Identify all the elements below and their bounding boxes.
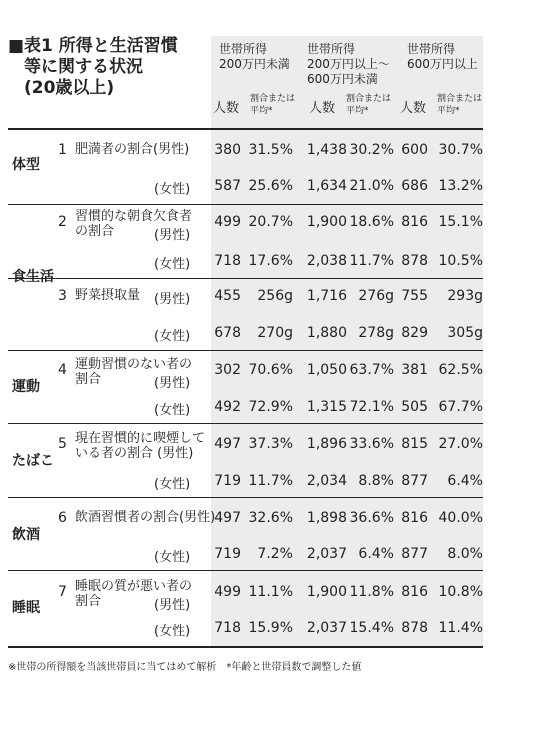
gender-label: (女性) (154, 329, 191, 344)
table-cell: 305g (447, 325, 483, 341)
table-cell: 816 (401, 510, 428, 526)
col-header-ratio: 割合または 平均* (346, 94, 392, 116)
table-cell: 11.7% (349, 253, 394, 269)
table-cell: 15.4% (349, 620, 394, 636)
table-cell: 302 (214, 362, 241, 378)
col-header-ratio: 割合または 平均* (250, 94, 296, 116)
table-cell: 21.0% (349, 178, 394, 194)
item-number: 2 (58, 214, 67, 230)
table-cell: 18.6% (349, 214, 394, 230)
table-cell: 30.2% (349, 142, 394, 158)
table-cell: 1,900 (306, 214, 347, 230)
table-cell: 1,880 (306, 325, 347, 341)
gender-label: (男性) (154, 228, 191, 243)
table-cell: 276g (358, 288, 394, 304)
table-cell: 17.6% (248, 253, 293, 269)
table-cell: 2,034 (306, 473, 347, 489)
table-cell: 15.1% (438, 214, 483, 230)
table-cell: 686 (401, 178, 428, 194)
table-cell: 719 (214, 546, 241, 562)
table-cell: 455 (214, 288, 241, 304)
table-cell: 815 (401, 436, 428, 452)
table-cell: 816 (401, 214, 428, 230)
item-label: 飲酒習慣者の割合(男性) (75, 510, 216, 525)
table-cell: 62.5% (438, 362, 483, 378)
table-cell: 600 (401, 142, 428, 158)
item-label: 運動習慣のない者の 割合 (75, 357, 193, 387)
table-cell: 25.6% (248, 178, 293, 194)
col-header-count: 人数 (400, 101, 427, 116)
table-cell: 1,896 (306, 436, 347, 452)
table-cell: 816 (401, 584, 428, 600)
table-cell: 492 (214, 399, 241, 415)
table-cell: 20.7% (248, 214, 293, 230)
table-cell: 497 (214, 436, 241, 452)
table-cell: 37.3% (248, 436, 293, 452)
item-number: 1 (58, 142, 67, 158)
item-label: 習慣的な朝食欠食者 の割合 (75, 209, 193, 239)
gender-label: (男性) (154, 598, 191, 613)
table-cell: 10.8% (438, 584, 483, 600)
table-cell: 72.9% (248, 399, 293, 415)
table-cell: 497 (214, 510, 241, 526)
table-cell: 30.7% (438, 142, 483, 158)
table-cell: 877 (401, 546, 428, 562)
table-cell: 36.6% (349, 510, 394, 526)
section-divider (8, 204, 483, 205)
table-cell: 1,438 (306, 142, 347, 158)
table-cell: 2,037 (306, 546, 347, 562)
data-column-background (211, 130, 483, 646)
table-cell: 11.4% (438, 620, 483, 636)
table-cell: 32.6% (248, 510, 293, 526)
category-label: 体型 (12, 157, 40, 173)
table-cell: 278g (358, 325, 394, 341)
table-cell: 13.2% (438, 178, 483, 194)
table-cell: 67.7% (438, 399, 483, 415)
table-cell: 755 (401, 288, 428, 304)
item-number: 6 (58, 510, 67, 526)
table-cell: 11.8% (349, 584, 394, 600)
table-cell: 381 (401, 362, 428, 378)
table-bottom-rule (8, 646, 483, 648)
item-label: 野菜摂取量 (75, 288, 141, 303)
gender-label: (女性) (154, 403, 191, 418)
category-label: 食生活 (12, 269, 54, 285)
table-cell: 6.4% (447, 473, 483, 489)
section-divider (8, 497, 483, 498)
table-cell: 33.6% (349, 436, 394, 452)
item-number: 3 (58, 288, 67, 304)
table-top-rule (8, 128, 483, 130)
item-number: 5 (58, 436, 67, 452)
income-group-header-2: 世帯所得 200万円以上～ 600万円未満 (307, 42, 390, 86)
gender-label: (女性) (154, 550, 191, 565)
table-cell: 11.1% (248, 584, 293, 600)
table-cell: 718 (214, 620, 241, 636)
item-number: 7 (58, 584, 67, 600)
table-cell: 8.0% (447, 546, 483, 562)
table-cell: 11.7% (248, 473, 293, 489)
table-cell: 256g (257, 288, 293, 304)
table-cell: 678 (214, 325, 241, 341)
gender-label: (男性) (154, 292, 191, 307)
gender-label: (女性) (154, 477, 191, 492)
table-cell: 505 (401, 399, 428, 415)
gender-label: (女性) (154, 257, 191, 272)
item-label: 肥満者の割合(男性) (75, 142, 190, 157)
table-cell: 380 (214, 142, 241, 158)
table-cell: 1,050 (306, 362, 347, 378)
table-cell: 270g (257, 325, 293, 341)
table-title (8, 36, 208, 99)
table-cell: 72.1% (349, 399, 394, 415)
table-cell: 877 (401, 473, 428, 489)
table-cell: 293g (447, 288, 483, 304)
category-label: 睡眠 (12, 600, 40, 616)
table-cell: 8.8% (358, 473, 394, 489)
table-cell: 1,315 (306, 399, 347, 415)
table-cell: 878 (401, 253, 428, 269)
item-label: 現在習慣的に喫煙して いる者の割合 (男性) (75, 431, 206, 461)
table-cell: 499 (214, 214, 241, 230)
col-header-count: 人数 (213, 101, 240, 116)
table-cell: 6.4% (358, 546, 394, 562)
gender-label: (男性) (154, 376, 191, 391)
table-title-line3: (20歳以上) (24, 78, 115, 98)
table-cell: 63.7% (349, 362, 394, 378)
table-cell: 718 (214, 253, 241, 269)
item-label: 睡眠の質が悪い者の 割合 (75, 579, 193, 609)
table-cell: 1,634 (306, 178, 347, 194)
table-cell: 719 (214, 473, 241, 489)
table-cell: 1,900 (306, 584, 347, 600)
row-divider (8, 278, 483, 279)
category-label: 運動 (12, 379, 40, 395)
gender-label: (女性) (154, 182, 191, 197)
table-cell: 2,037 (306, 620, 347, 636)
table-cell: 31.5% (248, 142, 293, 158)
col-header-count: 人数 (309, 101, 336, 116)
income-group-header-3: 世帯所得 600万円以上 (407, 42, 478, 71)
table-cell: 27.0% (438, 436, 483, 452)
table-cell: 587 (214, 178, 241, 194)
gender-label: (女性) (154, 624, 191, 639)
table-cell: 829 (401, 325, 428, 341)
table-title-line2: 等に関する状況 (24, 57, 143, 77)
category-label: たばこ (12, 453, 54, 469)
table-cell: 1,898 (306, 510, 347, 526)
table-cell: 70.6% (248, 362, 293, 378)
section-divider (8, 570, 483, 571)
table-title-line1: ■表1 所得と生活習慣 (8, 36, 178, 56)
table-cell: 1,716 (306, 288, 347, 304)
category-label: 飲酒 (12, 527, 40, 543)
item-number: 4 (58, 362, 67, 378)
section-divider (8, 423, 483, 424)
income-group-header-1: 世帯所得 200万円未満 (219, 42, 290, 71)
table-cell: 7.2% (257, 546, 293, 562)
col-header-ratio: 割合または 平均* (437, 94, 483, 116)
footnote: ※世帯の所得額を当該世帯員に当てはめて解析 *年齢と世帯員数で調整した値 (8, 662, 362, 673)
section-divider (8, 350, 483, 351)
table-cell: 499 (214, 584, 241, 600)
table-cell: 2,038 (306, 253, 347, 269)
table-cell: 15.9% (248, 620, 293, 636)
table-cell: 10.5% (438, 253, 483, 269)
table-cell: 878 (401, 620, 428, 636)
table-cell: 40.0% (438, 510, 483, 526)
